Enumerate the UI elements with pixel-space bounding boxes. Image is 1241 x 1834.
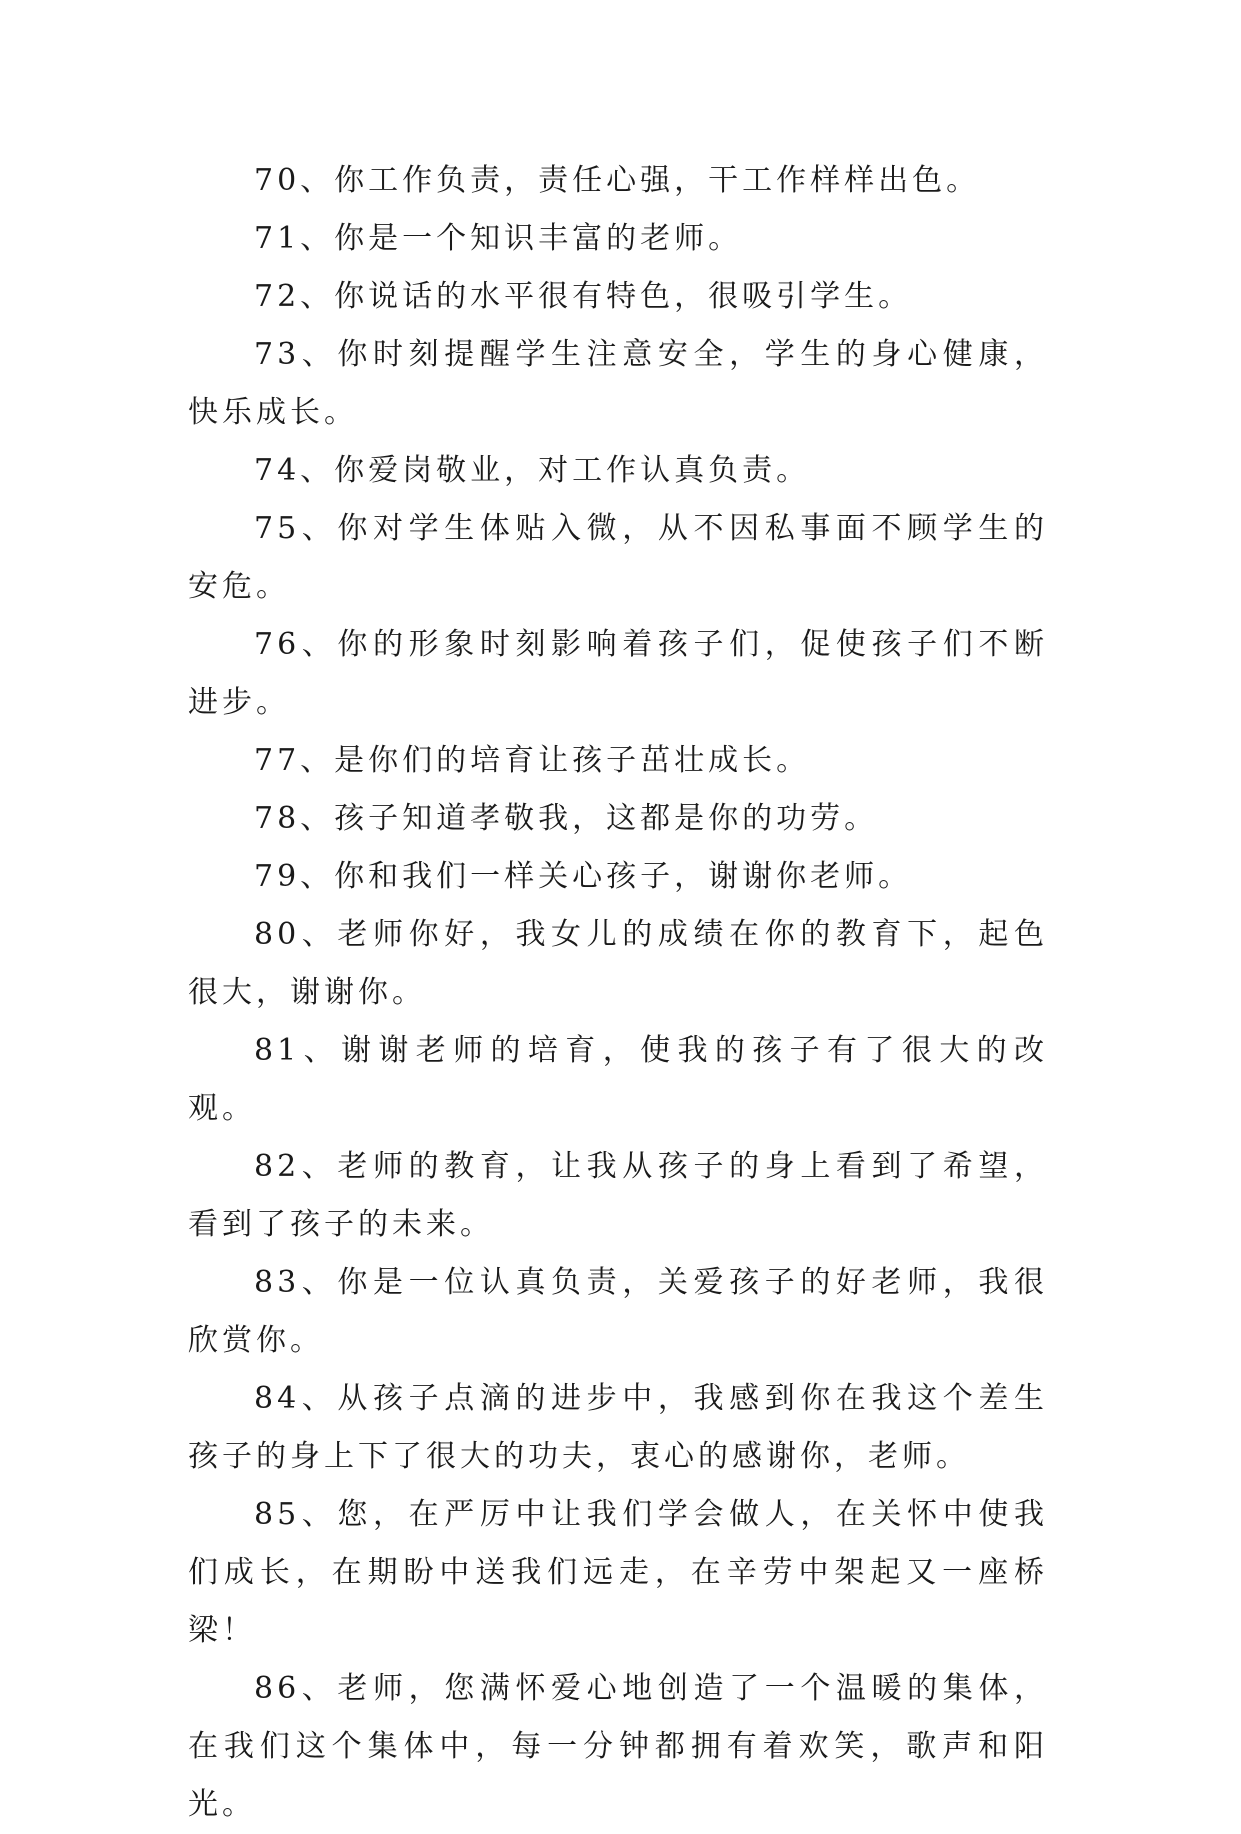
paragraph-75: 75、你对学生体贴入微，从不因私事面不顾学生的安危。 [188, 511, 1048, 604]
paragraph-70: 70、你工作负责，责任心强，干工作样样出色。 [254, 163, 981, 198]
paragraph-73: 73、你时刻提醒学生注意安全，学生的身心健康，快乐成长。 [188, 337, 1048, 430]
paragraph-74: 74、你爱岗敬业，对工作认真负责。 [254, 453, 811, 488]
paragraph-85: 85、您，在严厉中让我们学会做人，在关怀中使我们成长，在期盼中送我们远走，在辛劳中架起又一座桥梁！ [188, 1497, 1048, 1648]
paragraph-81: 81、谢谢老师的培育，使我的孩子有了很大的改观。 [188, 1033, 1048, 1126]
paragraph-79: 79、你和我们一样关心孩子，谢谢你老师。 [254, 859, 913, 894]
paragraph-80: 80、老师你好，我女儿的成绩在你的教育下，起色很大，谢谢你。 [188, 917, 1048, 1010]
paragraph-72: 72、你说话的水平很有特色，很吸引学生。 [254, 279, 913, 314]
paragraph-77: 77、是你们的培育让孩子茁壮成长。 [254, 743, 811, 778]
paragraph-82: 82、老师的教育，让我从孩子的身上看到了希望，看到了孩子的未来。 [188, 1149, 1048, 1242]
document-page [188, 152, 1048, 1834]
paragraph-76: 76、你的形象时刻影响着孩子们，促使孩子们不断进步。 [188, 627, 1048, 720]
paragraph-71: 71、你是一个知识丰富的老师。 [254, 221, 743, 256]
paragraph-86: 86、老师，您满怀爱心地创造了一个温暖的集体，在我们这个集体中，每一分钟都拥有着欢笑，歌声和阳光。 [188, 1671, 1048, 1822]
paragraph-84: 84、从孩子点滴的进步中，我感到你在我这个差生孩子的身上下了很大的功夫，衷心的感谢你，老师。 [188, 1381, 1048, 1474]
paragraph-83: 83、你是一位认真负责，关爱孩子的好老师，我很欣赏你。 [188, 1265, 1048, 1358]
paragraph-78: 78、孩子知道孝敬我，这都是你的功劳。 [254, 801, 879, 836]
